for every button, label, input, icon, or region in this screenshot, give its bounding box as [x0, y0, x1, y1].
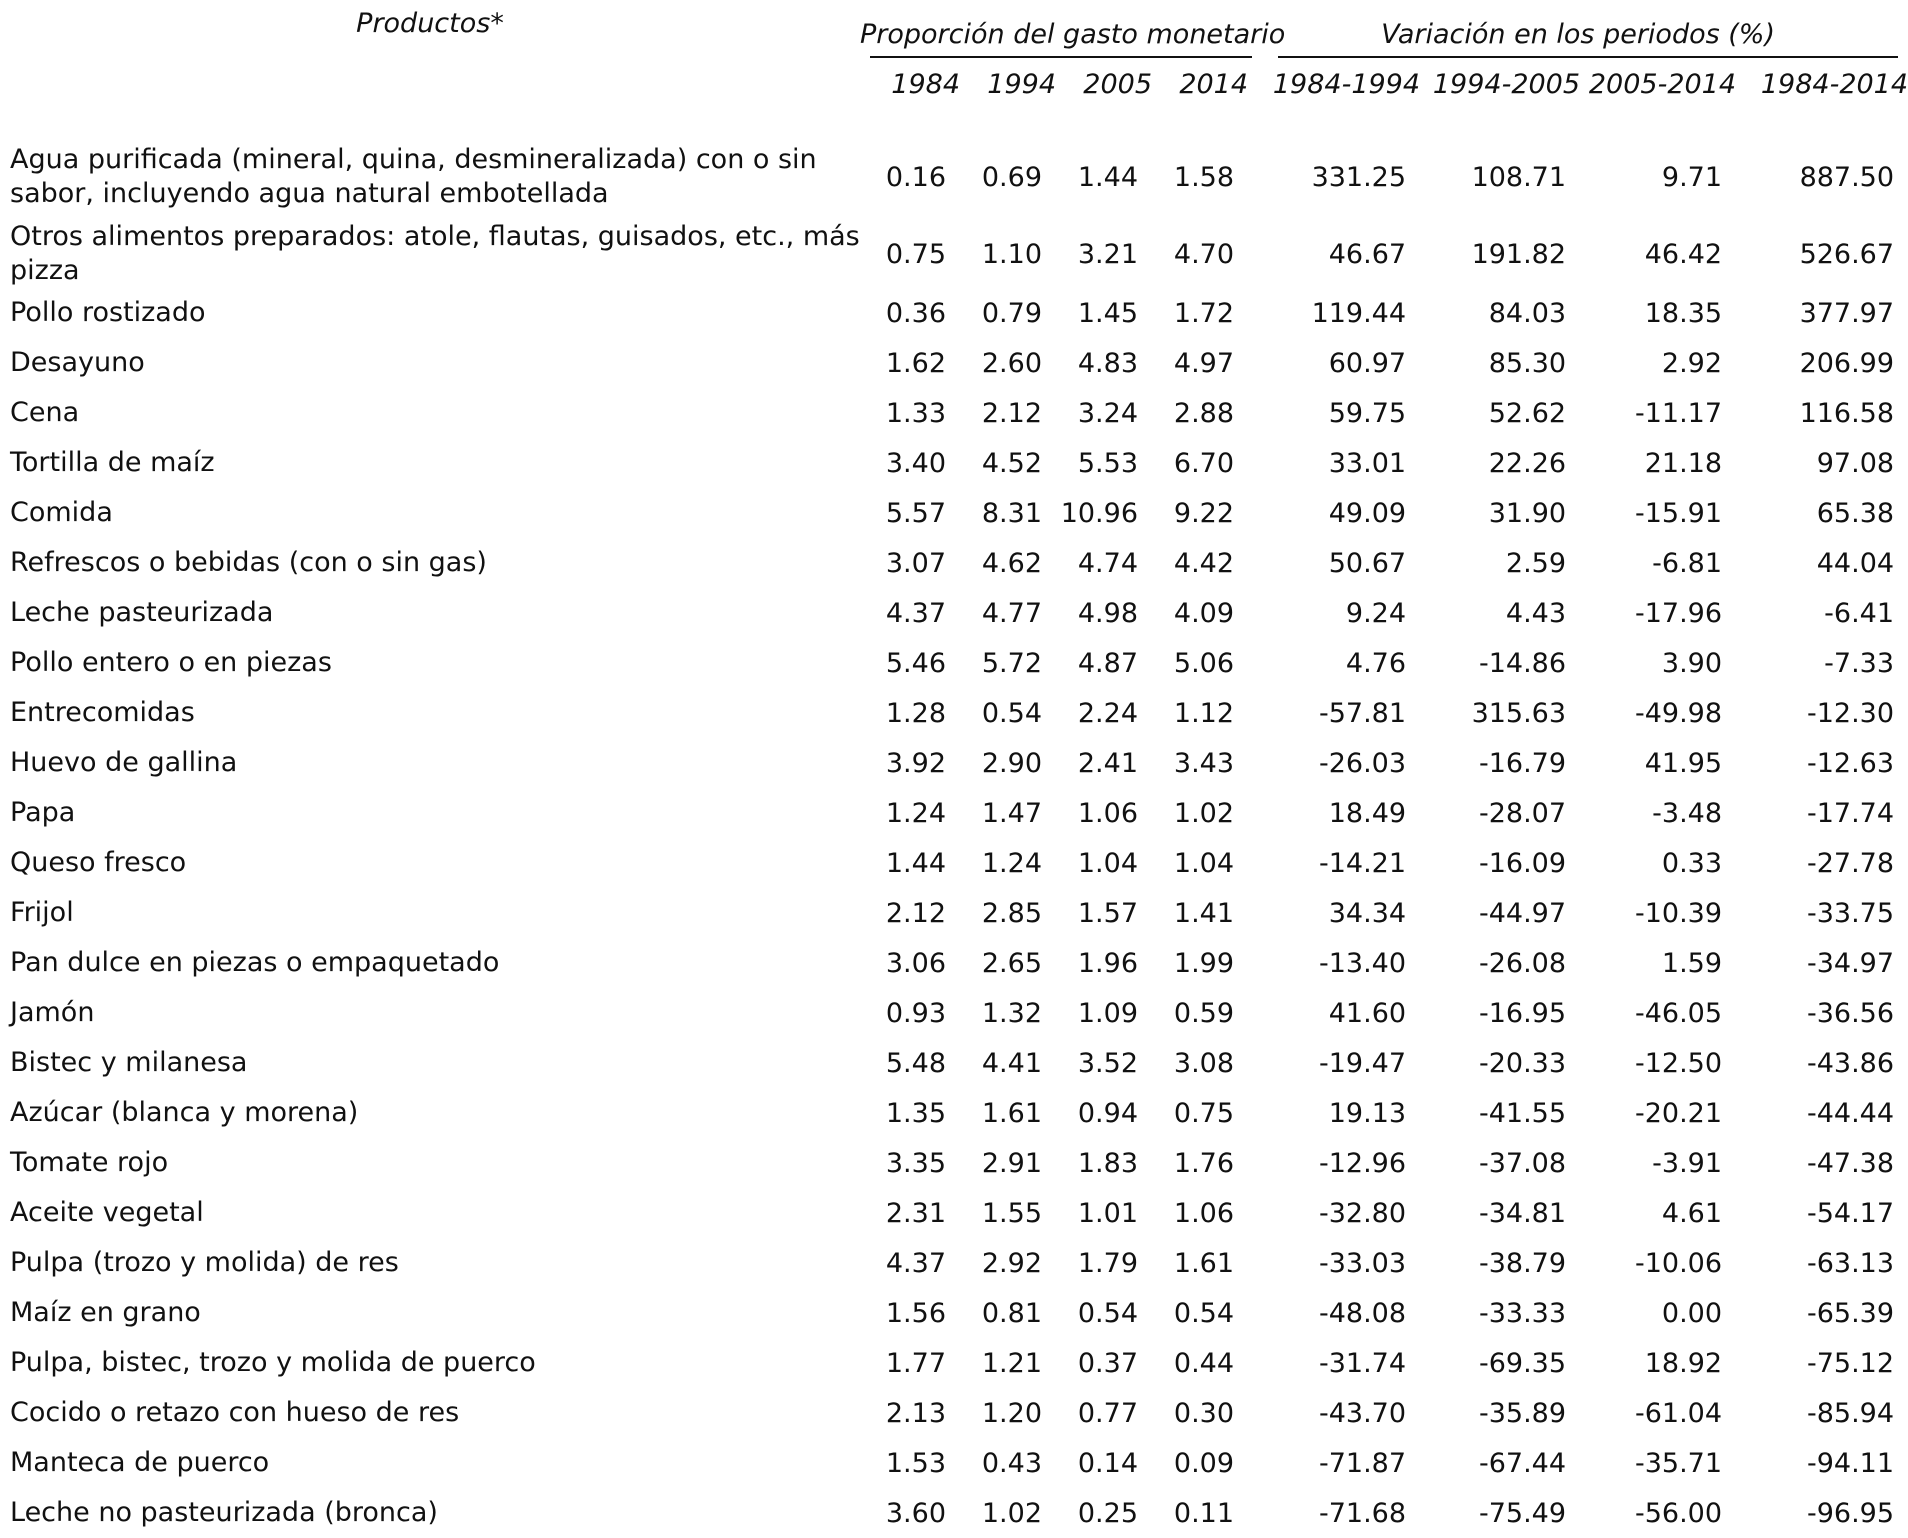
share-value-cell: 0.36: [885, 297, 946, 329]
table-row: [0, 220, 1908, 288]
share-value-cell: 1.35: [885, 1097, 946, 1129]
variation-value-cell: -63.13: [1807, 1247, 1895, 1279]
table-row: [0, 938, 1908, 988]
variation-value-cell: -3.91: [1652, 1147, 1723, 1179]
share-value-cell: 4.09: [1173, 597, 1235, 629]
product-name-cell: Papa: [10, 797, 76, 828]
share-value-cell: 4.62: [981, 547, 1042, 579]
share-value-cell: 3.40: [885, 447, 946, 479]
variation-value-cell: 44.04: [1816, 547, 1895, 579]
share-value-cell: 1.55: [981, 1197, 1042, 1229]
variation-value-cell: -10.39: [1635, 897, 1723, 929]
share-value-cell: 1.96: [1077, 947, 1138, 979]
share-value-cell: 2.13: [885, 1397, 946, 1429]
variation-value-cell: 65.38: [1816, 497, 1895, 529]
share-value-cell: 4.98: [1077, 597, 1138, 629]
variation-value-cell: 34.34: [1328, 897, 1407, 929]
table-row: [0, 288, 1908, 338]
share-value-cell: 2.12: [981, 397, 1042, 429]
variation-value-cell: -85.94: [1807, 1397, 1895, 1429]
share-value-cell: 1.72: [1173, 297, 1235, 329]
share-value-cell: 0.30: [1173, 1397, 1235, 1429]
share-value-cell: 5.48: [885, 1047, 946, 1079]
share-value-cell: 0.37: [1077, 1347, 1138, 1379]
variation-value-cell: 2.59: [1505, 547, 1567, 579]
variation-value-cell: 97.08: [1816, 447, 1895, 479]
share-value-cell: 1.76: [1173, 1147, 1235, 1179]
variation-value-cell: -17.74: [1807, 797, 1895, 829]
table-row: [0, 488, 1908, 538]
share-value-cell: 3.24: [1077, 397, 1138, 429]
share-value-cell: 0.94: [1077, 1097, 1138, 1129]
table-row: [0, 1238, 1908, 1288]
table-row: [0, 1188, 1908, 1238]
share-value-cell: 4.77: [981, 597, 1042, 629]
share-value-cell: 0.93: [885, 997, 946, 1029]
table-row: [0, 438, 1908, 488]
share-value-cell: 1.53: [885, 1447, 946, 1479]
variation-value-cell: -20.21: [1635, 1097, 1723, 1129]
variation-value-cell: 4.61: [1661, 1197, 1723, 1229]
share-value-cell: 6.70: [1173, 447, 1235, 479]
variation-value-cell: -16.79: [1479, 747, 1567, 779]
share-value-cell: 0.75: [1173, 1097, 1235, 1129]
share-value-cell: 3.92: [885, 747, 946, 779]
variation-group-header: [1248, 8, 1908, 60]
variation-value-cell: 9.24: [1345, 597, 1407, 629]
variation-value-cell: -47.38: [1807, 1147, 1895, 1179]
share-value-cell: 1.10: [981, 238, 1042, 270]
product-name-cell: Maíz en grano: [10, 1297, 201, 1328]
variation-value-cell: 1.59: [1661, 947, 1723, 979]
share-value-cell: 2.31: [885, 1197, 946, 1229]
share-value-cell: 1.99: [1173, 947, 1235, 979]
product-name-cell: Pollo entero o en piezas: [10, 647, 332, 678]
share-value-cell: 2.65: [981, 947, 1042, 979]
variation-value-cell: 377.97: [1799, 297, 1895, 329]
variation-value-cell: 22.26: [1488, 447, 1567, 479]
share-value-cell: 1.44: [1077, 161, 1138, 193]
variation-value-cell: -34.81: [1479, 1197, 1567, 1229]
share-value-cell: 3.21: [1077, 238, 1138, 270]
share-value-cell: 2.90: [981, 747, 1042, 779]
products-column-header: Productos*: [356, 8, 504, 39]
product-name-cell: Leche pasteurizada: [10, 597, 274, 628]
variation-value-cell: 46.67: [1328, 238, 1407, 270]
year-header: 1984: [891, 68, 960, 100]
variation-value-cell: -96.95: [1807, 1497, 1895, 1529]
table-row: [0, 1088, 1908, 1138]
variation-value-cell: -10.06: [1635, 1247, 1723, 1279]
variation-value-cell: 331.25: [1311, 161, 1407, 193]
variation-value-cell: -37.08: [1479, 1147, 1567, 1179]
variation-value-cell: 33.01: [1328, 447, 1407, 479]
product-name-cell: Desayuno: [10, 347, 145, 378]
share-value-cell: 5.06: [1173, 647, 1235, 679]
variation-value-cell: 9.71: [1661, 161, 1723, 193]
share-group-header: [860, 8, 1286, 60]
period-header: 1984-2014: [1760, 68, 1908, 100]
share-value-cell: 1.02: [981, 1497, 1042, 1529]
share-value-cell: 4.70: [1173, 238, 1235, 270]
share-value-cell: 1.83: [1077, 1147, 1138, 1179]
variation-value-cell: -65.39: [1807, 1297, 1895, 1329]
variation-value-cell: -41.55: [1479, 1097, 1567, 1129]
share-value-cell: 2.24: [1077, 697, 1138, 729]
product-name-cell: Frijol: [10, 897, 74, 928]
product-name-cell: Manteca de puerco: [10, 1447, 270, 1478]
variation-group-label: Variación en los periodos (%): [1381, 18, 1775, 50]
table-row: [0, 388, 1908, 438]
variation-value-cell: 52.62: [1488, 397, 1567, 429]
share-value-cell: 1.61: [981, 1097, 1042, 1129]
variation-value-cell: -75.12: [1807, 1347, 1895, 1379]
share-value-cell: 8.31: [981, 497, 1042, 529]
share-value-cell: 4.42: [1173, 547, 1235, 579]
share-value-cell: 1.12: [1173, 697, 1235, 729]
share-value-cell: 4.41: [981, 1047, 1042, 1079]
share-value-cell: 0.79: [981, 297, 1042, 329]
variation-value-cell: 526.67: [1799, 238, 1895, 270]
variation-value-cell: -15.91: [1635, 497, 1723, 529]
variation-value-cell: -32.80: [1319, 1197, 1407, 1229]
share-value-cell: 10.96: [1060, 497, 1138, 529]
variation-value-cell: -71.87: [1319, 1447, 1407, 1479]
variation-value-cell: 18.49: [1328, 797, 1407, 829]
variation-value-cell: -13.40: [1319, 947, 1407, 979]
variation-value-cell: 116.58: [1799, 397, 1895, 429]
share-value-cell: 0.14: [1077, 1447, 1138, 1479]
share-value-cell: 0.16: [885, 161, 946, 193]
product-name-cell: Huevo de gallina: [10, 747, 238, 778]
share-value-cell: 1.04: [1077, 847, 1138, 879]
variation-value-cell: 2.92: [1661, 347, 1723, 379]
variation-value-cell: -75.49: [1479, 1497, 1567, 1529]
share-value-cell: 4.83: [1077, 347, 1138, 379]
variation-group-rule: [1278, 56, 1898, 58]
share-value-cell: 4.87: [1077, 647, 1138, 679]
variation-value-cell: 31.90: [1488, 497, 1567, 529]
variation-value-cell: 59.75: [1328, 397, 1407, 429]
variation-value-cell: -34.97: [1807, 947, 1895, 979]
share-value-cell: 0.54: [1173, 1297, 1235, 1329]
share-value-cell: 0.77: [1077, 1397, 1138, 1429]
variation-value-cell: 206.99: [1799, 347, 1895, 379]
variation-value-cell: 4.43: [1505, 597, 1567, 629]
variation-value-cell: 49.09: [1328, 497, 1407, 529]
table-row: [0, 838, 1908, 888]
period-header: 1984-1994: [1272, 68, 1421, 100]
table-row: [0, 1438, 1908, 1488]
share-value-cell: 1.77: [885, 1347, 946, 1379]
variation-value-cell: 18.35: [1644, 297, 1723, 329]
variation-value-cell: -57.81: [1319, 697, 1407, 729]
variation-value-cell: -12.96: [1319, 1147, 1407, 1179]
variation-value-cell: -27.78: [1807, 847, 1895, 879]
variation-value-cell: -35.71: [1635, 1447, 1723, 1479]
share-value-cell: 2.12: [885, 897, 946, 929]
share-value-cell: 0.54: [1077, 1297, 1138, 1329]
period-header: 1994-2005: [1432, 68, 1581, 100]
table-row: [0, 738, 1908, 788]
share-value-cell: 9.22: [1173, 497, 1235, 529]
share-value-cell: 0.69: [981, 161, 1042, 193]
variation-value-cell: -69.35: [1479, 1347, 1567, 1379]
table-row: [0, 1138, 1908, 1188]
share-value-cell: 4.37: [885, 597, 946, 629]
variation-value-cell: -16.95: [1479, 997, 1567, 1029]
variation-value-cell: 4.76: [1345, 647, 1407, 679]
share-value-cell: 0.59: [1173, 997, 1235, 1029]
variation-value-cell: -6.81: [1652, 547, 1723, 579]
share-value-cell: 1.45: [1077, 297, 1138, 329]
product-name-cell: Pan dulce en piezas o empaquetado: [10, 947, 500, 978]
product-name-cell: Agua purificada (mineral, quina, desmineralizada) con o sin sabor, incluyendo agua natural embotellada: [10, 144, 817, 209]
share-value-cell: 3.60: [885, 1497, 946, 1529]
table-row: [0, 1488, 1908, 1538]
share-value-cell: 1.79: [1077, 1247, 1138, 1279]
product-name-cell: Tortilla de maíz: [10, 447, 215, 478]
share-value-cell: 3.43: [1173, 747, 1235, 779]
share-value-cell: 0.09: [1173, 1447, 1235, 1479]
share-value-cell: 1.01: [1077, 1197, 1138, 1229]
variation-value-cell: -61.04: [1635, 1397, 1723, 1429]
share-value-cell: 1.24: [885, 797, 946, 829]
variation-value-cell: 84.03: [1488, 297, 1567, 329]
share-value-cell: 1.62: [885, 347, 946, 379]
period-header: 2005-2014: [1588, 68, 1737, 100]
table-body: [0, 134, 1908, 1538]
share-value-cell: 4.37: [885, 1247, 946, 1279]
variation-value-cell: -12.50: [1635, 1047, 1723, 1079]
share-value-cell: 1.06: [1077, 797, 1138, 829]
table-row: [0, 1338, 1908, 1388]
variation-value-cell: 0.33: [1661, 847, 1723, 879]
table-row: [0, 1038, 1908, 1088]
variation-value-cell: -26.08: [1479, 947, 1567, 979]
share-value-cell: 4.97: [1173, 347, 1235, 379]
share-value-cell: 3.06: [885, 947, 946, 979]
year-header: 1994: [987, 68, 1056, 100]
variation-value-cell: -12.30: [1807, 697, 1895, 729]
variation-value-cell: -94.11: [1807, 1447, 1895, 1479]
product-name-cell: Pulpa (trozo y molida) de res: [10, 1247, 399, 1278]
share-value-cell: 0.75: [885, 238, 946, 270]
variation-value-cell: -54.17: [1807, 1197, 1895, 1229]
year-header: 2005: [1083, 68, 1152, 100]
table-header: [0, 8, 1908, 134]
share-value-cell: 3.52: [1077, 1047, 1138, 1079]
product-name-cell: Refrescos o bebidas (con o sin gas): [10, 547, 487, 578]
variation-value-cell: -43.70: [1319, 1397, 1407, 1429]
table-row: [0, 338, 1908, 388]
table-row: [0, 538, 1908, 588]
share-value-cell: 4.52: [981, 447, 1042, 479]
share-value-cell: 3.35: [885, 1147, 946, 1179]
share-value-cell: 2.41: [1077, 747, 1138, 779]
year-header: 2014: [1179, 68, 1249, 100]
share-value-cell: 5.53: [1077, 447, 1138, 479]
variation-value-cell: -43.86: [1807, 1047, 1895, 1079]
share-group-rule: [870, 56, 1252, 58]
variation-value-cell: 41.60: [1328, 997, 1407, 1029]
product-name-cell: Pulpa, bistec, trozo y molida de puerco: [10, 1347, 536, 1378]
variation-value-cell: -56.00: [1635, 1497, 1723, 1529]
table-row: [0, 588, 1908, 638]
share-value-cell: 0.54: [981, 697, 1042, 729]
product-name-cell: Aceite vegetal: [10, 1197, 204, 1228]
variation-value-cell: 19.13: [1328, 1097, 1407, 1129]
variation-value-cell: -3.48: [1652, 797, 1723, 829]
variation-value-cell: -48.08: [1319, 1297, 1407, 1329]
variation-value-cell: -14.86: [1479, 647, 1567, 679]
variation-value-cell: -19.47: [1319, 1047, 1407, 1079]
share-value-cell: 1.44: [885, 847, 946, 879]
variation-value-cell: -33.33: [1479, 1297, 1567, 1329]
variation-value-cell: -14.21: [1319, 847, 1407, 879]
variation-value-cell: 0.00: [1661, 1297, 1723, 1329]
share-value-cell: 1.57: [1077, 897, 1138, 929]
product-name-cell: Bistec y milanesa: [10, 1047, 248, 1078]
table-row: [0, 638, 1908, 688]
variation-value-cell: -67.44: [1479, 1447, 1567, 1479]
share-value-cell: 1.56: [885, 1297, 946, 1329]
product-name-cell: Cena: [10, 397, 80, 428]
variation-value-cell: -71.68: [1319, 1497, 1407, 1529]
share-value-cell: 5.57: [885, 497, 946, 529]
expenditure-table: [0, 8, 1908, 1538]
table-row: [0, 788, 1908, 838]
product-name-cell: Jamón: [10, 997, 95, 1028]
share-value-cell: 5.46: [885, 647, 946, 679]
share-value-cell: 1.33: [885, 397, 946, 429]
product-name-cell: Queso fresco: [10, 847, 187, 878]
share-value-cell: 0.25: [1077, 1497, 1138, 1529]
share-value-cell: 3.07: [885, 547, 946, 579]
variation-value-cell: -38.79: [1479, 1247, 1567, 1279]
share-value-cell: 0.44: [1173, 1347, 1235, 1379]
share-value-cell: 1.04: [1173, 847, 1235, 879]
share-value-cell: 2.60: [981, 347, 1042, 379]
share-value-cell: 1.21: [981, 1347, 1042, 1379]
table-row: [0, 1388, 1908, 1438]
variation-value-cell: -11.17: [1635, 397, 1723, 429]
share-value-cell: 4.74: [1077, 547, 1138, 579]
variation-value-cell: 85.30: [1488, 347, 1567, 379]
product-name-cell: Leche no pasteurizada (bronca): [10, 1497, 438, 1528]
share-value-cell: 3.08: [1173, 1047, 1235, 1079]
variation-value-cell: -44.97: [1479, 897, 1567, 929]
share-value-cell: 1.61: [1173, 1247, 1235, 1279]
share-value-cell: 0.43: [981, 1447, 1042, 1479]
share-value-cell: 1.06: [1173, 1197, 1235, 1229]
variation-value-cell: -33.03: [1319, 1247, 1407, 1279]
product-name-cell: Entrecomidas: [10, 697, 195, 728]
share-value-cell: 1.47: [981, 797, 1042, 829]
variation-value-cell: 119.44: [1311, 297, 1407, 329]
variation-value-cell: 46.42: [1644, 238, 1723, 270]
share-value-cell: 1.02: [1173, 797, 1235, 829]
share-value-cell: 0.81: [981, 1297, 1042, 1329]
table-row: [0, 688, 1908, 738]
variation-value-cell: 60.97: [1328, 347, 1407, 379]
table-row: [0, 1288, 1908, 1338]
variation-value-cell: -35.89: [1479, 1397, 1567, 1429]
share-value-cell: 0.11: [1173, 1497, 1235, 1529]
share-value-cell: 2.88: [1173, 397, 1235, 429]
variation-value-cell: -6.41: [1824, 597, 1895, 629]
variation-value-cell: 50.67: [1328, 547, 1407, 579]
variation-value-cell: -28.07: [1479, 797, 1567, 829]
table-row: [0, 988, 1908, 1038]
variation-value-cell: -17.96: [1635, 597, 1723, 629]
share-value-cell: 1.20: [981, 1397, 1042, 1429]
share-value-cell: 5.72: [981, 647, 1042, 679]
product-name-cell: Comida: [10, 497, 113, 528]
variation-value-cell: 887.50: [1799, 161, 1895, 193]
variation-value-cell: 108.71: [1471, 161, 1567, 193]
variation-value-cell: 18.92: [1644, 1347, 1723, 1379]
variation-value-cell: -26.03: [1319, 747, 1407, 779]
variation-value-cell: -16.09: [1479, 847, 1567, 879]
variation-value-cell: -7.33: [1824, 647, 1895, 679]
variation-value-cell: -46.05: [1635, 997, 1723, 1029]
variation-value-cell: -44.44: [1807, 1097, 1895, 1129]
variation-value-cell: -20.33: [1479, 1047, 1567, 1079]
variation-value-cell: 315.63: [1471, 697, 1567, 729]
variation-value-cell: -49.98: [1635, 697, 1723, 729]
variation-value-cell: 3.90: [1661, 647, 1723, 679]
variation-value-cell: 41.95: [1644, 747, 1723, 779]
share-group-label: Proporción del gasto monetario: [860, 18, 1286, 50]
share-value-cell: 1.32: [981, 997, 1042, 1029]
variation-value-cell: -12.63: [1807, 747, 1895, 779]
product-name-cell: Pollo rostizado: [10, 297, 206, 328]
share-value-cell: 1.24: [981, 847, 1042, 879]
product-name-cell: Otros alimentos preparados: atole, flautas, guisados, etc., más pizza: [10, 221, 860, 286]
variation-value-cell: 191.82: [1471, 238, 1567, 270]
variation-value-cell: -33.75: [1807, 897, 1895, 929]
share-value-cell: 2.92: [981, 1247, 1042, 1279]
product-name-cell: Azúcar (blanca y morena): [10, 1097, 359, 1128]
product-name-cell: Cocido o retazo con hueso de res: [10, 1397, 460, 1428]
table-row: [0, 888, 1908, 938]
variation-value-cell: -36.56: [1807, 997, 1895, 1029]
variation-value-cell: -31.74: [1319, 1347, 1407, 1379]
share-value-cell: 1.41: [1173, 897, 1235, 929]
share-value-cell: 2.85: [981, 897, 1042, 929]
share-value-cell: 1.09: [1077, 997, 1138, 1029]
share-value-cell: 1.58: [1173, 161, 1235, 193]
share-value-cell: 2.91: [981, 1147, 1042, 1179]
variation-value-cell: 21.18: [1644, 447, 1723, 479]
share-value-cell: 1.28: [885, 697, 946, 729]
table-row: [0, 134, 1908, 220]
product-name-cell: Tomate rojo: [10, 1147, 169, 1178]
